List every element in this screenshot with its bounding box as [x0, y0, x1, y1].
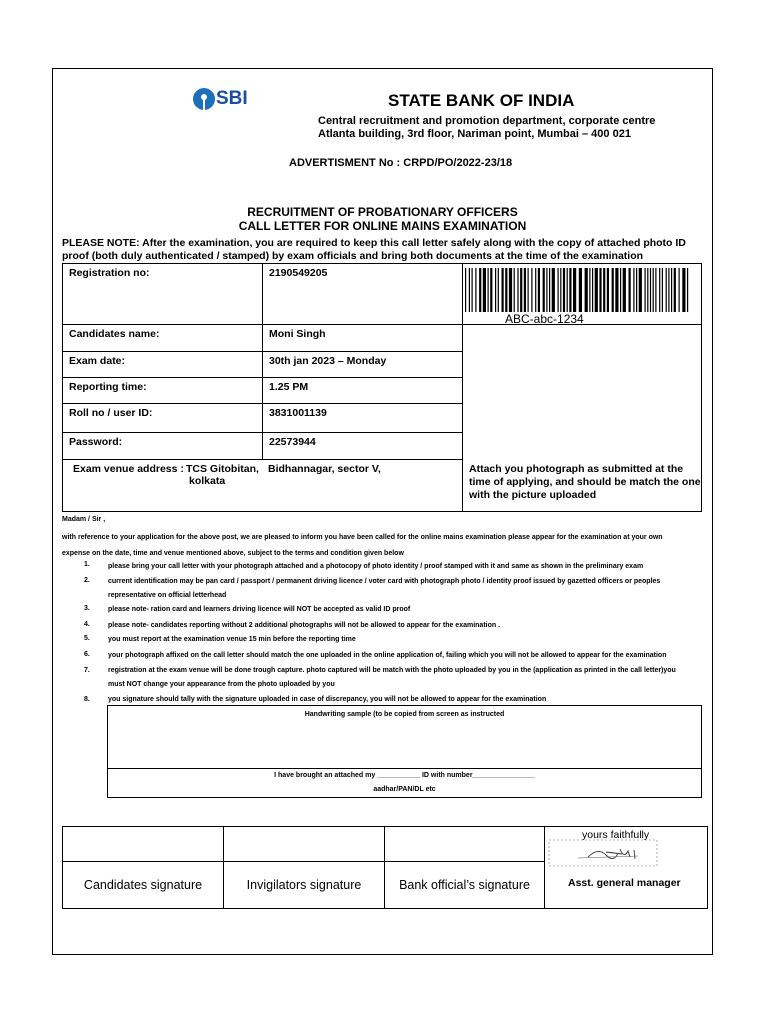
- barcode-bar: [655, 268, 656, 312]
- photo-instruction: Attach you photograph as submitted at the time of applying, and should be match the one with the picture uploaded: [469, 463, 701, 501]
- instruction-text: please note- candidates reporting without 2 additional photographs will not be allowed to appear for the examination .: [108, 622, 501, 629]
- barcode-text: ABC-abc-1234: [505, 312, 584, 326]
- instruction-text: your photograph affixed on the call letter should match the one uploaded in the online application of, failing which you will not be allowed to appear for the examination: [108, 652, 667, 659]
- barcode-bar: [592, 268, 593, 312]
- instruction-number: 2.: [84, 577, 90, 584]
- venue-value-2: kolkata: [189, 475, 226, 487]
- barcode-bar: [472, 268, 473, 312]
- address-line-1: Central recruitment and promotion department, corporate centre: [318, 115, 656, 127]
- detail-value: 3831001139: [263, 404, 463, 433]
- instruction-text: you signature should tally with the signature uploaded in case of discrepancy, you will not be allowed to appear for the examination: [108, 696, 547, 703]
- call-letter-heading: CALL LETTER FOR ONLINE MAINS EXAMINATION: [238, 219, 527, 233]
- sbi-logo-icon: [193, 88, 215, 110]
- barcode-bar: [579, 268, 582, 312]
- instruction-text: please bring your call letter with your photograph attached and a photocopy of photo identity / proof stamped with it and same as shown in the preliminary exam: [108, 563, 644, 570]
- barcode-bar: [615, 268, 618, 312]
- barcode-bar: [573, 268, 576, 312]
- barcode-bar: [483, 268, 486, 312]
- barcode-bar: [538, 268, 540, 312]
- barcode-bar: [514, 268, 515, 312]
- venue-value-1: TCS Gitobitan,: [186, 463, 259, 475]
- invigilator-signature-space: [224, 827, 385, 862]
- barcode-bar: [495, 268, 496, 312]
- barcode-bar: [599, 268, 601, 312]
- address-line-2: Atlanta building, 3rd floor, Nariman point, Mumbai – 400 021: [318, 128, 631, 140]
- venue-cell: [63, 460, 463, 512]
- asst-general-manager: Asst. general manager: [568, 877, 681, 889]
- barcode-bar: [603, 268, 605, 312]
- barcode-bar: [585, 268, 588, 312]
- instruction-number: 7.: [84, 667, 90, 674]
- barcode-bar: [662, 268, 663, 312]
- yours-faithfully: yours faithfully: [582, 829, 650, 841]
- barcode-bar: [687, 268, 688, 312]
- detail-value: 30th jan 2023 – Monday: [263, 352, 463, 378]
- barcode-bar: [528, 268, 529, 312]
- barcode-bar: [636, 268, 637, 312]
- instruction-number: 3.: [84, 605, 90, 612]
- barcode-bar: [475, 268, 476, 312]
- barcode-bar: [647, 268, 648, 312]
- id-declaration: I have brought an attached my ___________ ID with number________________: [274, 772, 535, 779]
- barcode-bar: [549, 268, 550, 312]
- barcode-bar: [659, 268, 660, 312]
- barcode-bar: [563, 268, 565, 312]
- barcode-bar: [488, 268, 489, 312]
- intro-line-1: with reference to your application for the above post, we are pleased to inform you have been called for the online mains examination please appear for the examination at your own: [62, 534, 663, 541]
- barcode-bar: [479, 268, 481, 312]
- handwriting-sample-box: [107, 705, 702, 798]
- detail-label: Roll no / user ID:: [63, 404, 263, 433]
- barcode-bar: [589, 268, 590, 312]
- barcode-bar: [674, 268, 676, 312]
- barcode-bar: [558, 268, 559, 312]
- invigilator-signature-label: Invigilators signature: [224, 862, 385, 909]
- instruction-number: 1.: [84, 561, 90, 568]
- barcode-bar: [543, 268, 545, 312]
- barcode-bar: [595, 268, 598, 312]
- venue-label: Exam venue address :: [73, 463, 184, 475]
- barcode-bar: [639, 268, 642, 312]
- detail-label: Exam date:: [63, 352, 263, 378]
- instruction-number: 6.: [84, 651, 90, 658]
- barcode-bar: [502, 268, 504, 312]
- barcode-bar: [666, 268, 667, 312]
- barcode-bar: [560, 268, 561, 312]
- detail-value: Moni Singh: [263, 325, 463, 352]
- logo-text: SBI: [216, 88, 248, 109]
- barcode-bar: [517, 268, 518, 312]
- barcode: [465, 268, 690, 318]
- instruction-text: you must report at the examination venue 15 min before the reporting time: [108, 636, 356, 643]
- barcode-bar: [490, 268, 492, 312]
- salutation: Madam / Sir ,: [62, 516, 106, 523]
- detail-value: 2190549205: [263, 264, 463, 325]
- venue-value-3: Bidhannagar, sector V,: [268, 463, 381, 475]
- instruction-number: 8.: [84, 696, 90, 703]
- detail-value: 1.25 PM: [263, 378, 463, 404]
- detail-label: Password:: [63, 433, 263, 460]
- intro-line-2: expense on the date, time and venue mentioned above, subject to the terms and condition given below: [62, 550, 404, 557]
- detail-label: Candidates name:: [63, 325, 263, 352]
- bank-title: STATE BANK OF INDIA: [388, 91, 575, 110]
- bank-official-signature-space: [385, 827, 545, 862]
- recruitment-heading: RECRUITMENT OF PROBATIONARY OFFICERS: [247, 205, 518, 219]
- barcode-bar: [612, 268, 614, 312]
- barcode-bar: [546, 268, 547, 312]
- instruction-number: 5.: [84, 635, 90, 642]
- candidate-signature-label: Candidates signature: [63, 862, 224, 909]
- barcode-bar: [645, 268, 646, 312]
- barcode-bar: [633, 268, 634, 312]
- id-types: aadhar/PAN/DL etc: [373, 786, 436, 793]
- barcode-bar: [552, 268, 555, 312]
- detail-value: 22573944: [263, 433, 463, 460]
- barcode-bar: [623, 268, 626, 312]
- instruction-text: current identification may be pan card / passport / permanent driving licence / voter card with photograph photo / identity proof issued by gazetted officers or peoples representative on official letterhead: [108, 578, 661, 599]
- detail-label: Reporting time:: [63, 378, 263, 404]
- please-note: PLEASE NOTE: After the examination, you are required to keep this call letter safely along with the copy of attached photo ID proof (both duly authenticated / stamped) by exam officials and bring both documents at the time of the examination: [62, 237, 686, 262]
- advertisement-number: ADVERTISMENT No : CRPD/PO/2022-23/18: [289, 157, 513, 169]
- barcode-bar: [535, 268, 536, 312]
- handwriting-title: Handwriting sample (to be copied from screen as instructed: [304, 711, 505, 718]
- barcode-bar: [567, 268, 568, 312]
- barcode-bar: [682, 268, 685, 312]
- detail-label: Registration no:: [63, 264, 263, 325]
- bank-official-signature-label: Bank official’s signature: [385, 862, 545, 909]
- barcode-bar: [607, 268, 609, 312]
- barcode-bar: [650, 268, 651, 312]
- barcode-bar: [531, 268, 532, 312]
- barcode-bar: [620, 268, 621, 312]
- barcode-bar: [679, 268, 680, 312]
- instruction-text: registration at the exam venue will be done trough capture. photo captured will be match with the photo uploaded by you in the (application as printed in the call letter)you must NOT change your appearance from the photo uploaded by you: [108, 667, 676, 688]
- instruction-number: 4.: [84, 621, 90, 628]
- handwriting-divider: [108, 768, 701, 769]
- instruction-text: please note- ration card and learners driving licence will NOT be accepted as valid ID proof: [108, 606, 411, 613]
- barcode-bar: [498, 268, 499, 312]
- barcode-bar: [569, 268, 571, 312]
- barcode-bar: [509, 268, 512, 312]
- barcode-bar: [469, 268, 470, 312]
- handwritten-signature: [548, 839, 658, 867]
- barcode-bar: [653, 268, 654, 312]
- barcode-bar: [465, 268, 466, 312]
- barcode-bar: [629, 268, 631, 312]
- barcode-bar: [671, 268, 672, 312]
- barcode-bar: [668, 268, 669, 312]
- barcode-bar: [505, 268, 507, 312]
- sbi-logo: [193, 88, 248, 110]
- detail-row: [63, 325, 702, 352]
- barcode-bar: [524, 268, 526, 312]
- candidate-signature-space: [63, 827, 224, 862]
- barcode-bar: [520, 268, 522, 312]
